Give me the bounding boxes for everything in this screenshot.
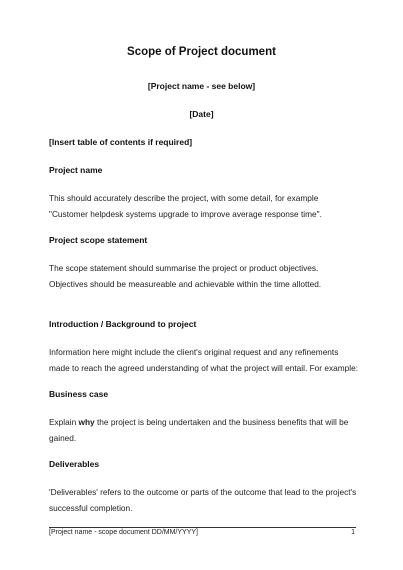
section-heading-introduction: Introduction / Background to project [49, 319, 197, 329]
footer-document-label: [Project name - scope document DD/MM/YYYY] [49, 529, 198, 536]
section-body-project-name: This should accurately describe the project, with some detail, for example "Customer helpdesk systems upgrade to improve average response time". [49, 193, 322, 219]
section-body-business-case [49, 414, 359, 446]
business-case-text-bold: why [78, 417, 95, 427]
section-heading-deliverables: Deliverables [49, 459, 100, 469]
business-case-text-pre: Explain [49, 417, 79, 427]
section-heading-scope-statement: Project scope statement [49, 235, 148, 245]
document-title: Scope of Project document [127, 46, 276, 58]
footer-page-number: 1 [351, 529, 355, 536]
section-body-scope-statement: The scope statement should summarise the project or product objectives. Objectives should be measureable and achievable within the time allotted. [49, 263, 322, 289]
section-heading-project-name: Project name [49, 165, 103, 175]
section-heading-business-case: Business case [49, 389, 109, 399]
section-body-introduction: Information here might include the client's original request and any refinements made to reach the agreed understanding of what the project will entail. For example: [49, 347, 359, 373]
project-name-placeholder: [Project name - see below] [147, 81, 256, 91]
toc-placeholder: [Insert table of contents if required] [49, 137, 193, 147]
business-case-text-post: the project is being undertaken and the business benefits that will be gained. [49, 417, 349, 443]
footer-divider [49, 527, 356, 528]
section-body-deliverables: 'Deliverables' refers to the outcome or parts of the outcome that lead to the project's successful completion. [49, 487, 357, 513]
date-placeholder: [Date] [189, 109, 214, 119]
